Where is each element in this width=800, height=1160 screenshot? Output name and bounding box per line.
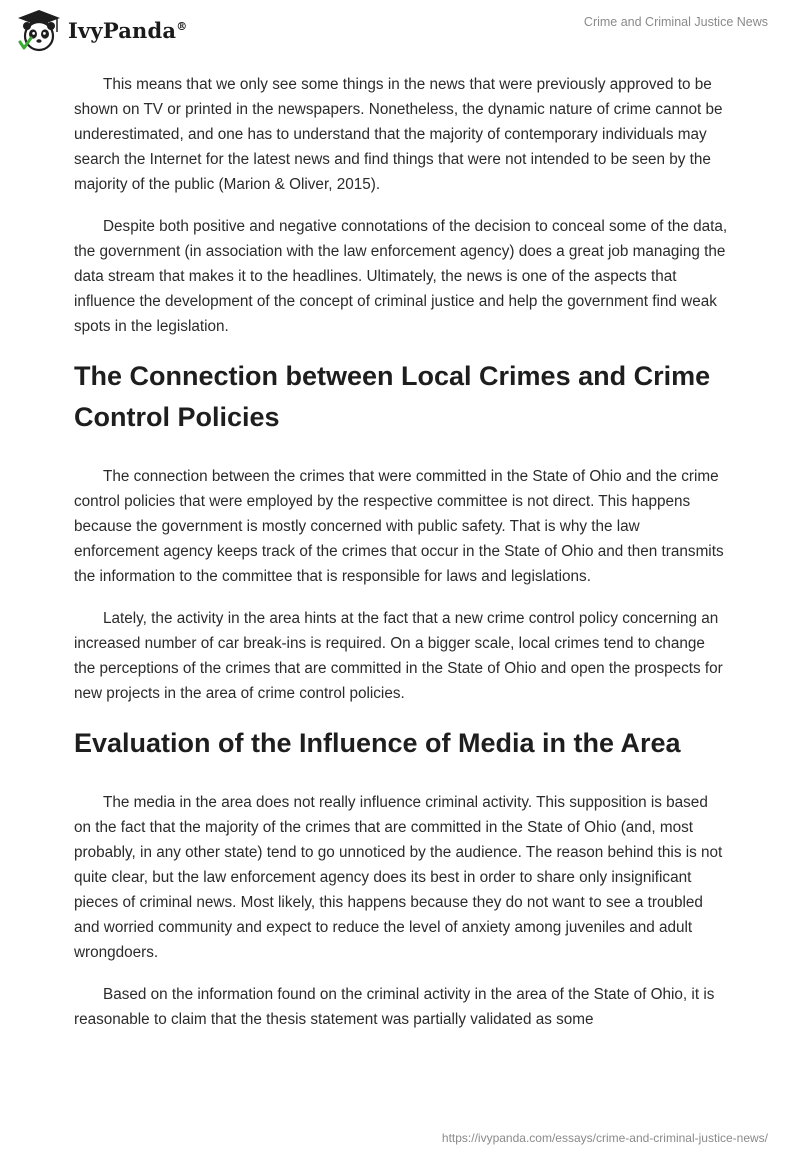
- page-header: [0, 0, 800, 60]
- brand-name: IvyPanda®: [68, 17, 188, 43]
- footer-url[interactable]: https://ivypanda.com/essays/crime-and-criminal-justice-news/: [441, 1131, 768, 1145]
- document-title: Crime and Criminal Justice News: [583, 15, 768, 29]
- brand-logo[interactable]: [16, 8, 187, 52]
- section-heading-local-crimes: The Connection between Local Crimes and Crime Control Policies: [74, 361, 711, 432]
- section-heading-media-influence: Evaluation of the Influence of Media in the Area: [74, 728, 681, 758]
- paragraph: The media in the area does not really influence criminal activity. This supposition is based on the fact that the majority of the crimes that are committed in the State of Ohio (and, most probably, in any other state) tend to go unnoticed by the audience. The reason behind this is not quite clear, but the law enforcement agency does its best in order to share only insignificant pieces of criminal news. Most likely, this happens because they do not want to see a troubled and worried community and expect to reduce the level of anxiety among juveniles and adult wrongdoers.: [74, 794, 723, 961]
- paragraph: Despite both positive and negative connotations of the decision to conceal some of the data, the government (in association with the law enforcement agency) does a great job managing the data stream that makes it to the headlines. Ultimately, the news is one of the aspects that influence the development of the concept of criminal justice and help the government find weak spots in the legislation.: [74, 218, 728, 335]
- paragraph: Based on the information found on the criminal activity in the area of the State of Ohio, it is reasonable to claim that the thesis statement was partially validated as some: [74, 986, 715, 1028]
- essay-body: [74, 72, 728, 1049]
- paragraph: Lately, the activity in the area hints at the fact that a new crime control policy concerning an increased number of car break-ins is required. On a bigger scale, local crimes tend to change the perceptions of the crimes that are committed in the State of Ohio and open the prospects for new projects in the area of crime control policies.: [74, 610, 723, 702]
- paragraph: The connection between the crimes that were committed in the State of Ohio and the crime control policies that were employed by the respective committee is not direct. This happens because the government is mostly concerned with public safety. That is why the law enforcement agency keeps track of the crimes that occur in the State of Ohio and then transmits the information to the committee that is responsible for laws and legislations.: [74, 468, 724, 585]
- panda-logo-icon: [16, 8, 62, 52]
- paragraph: This means that we only see some things in the news that were previously approved to be shown on TV or printed in the newspapers. Nonetheless, the dynamic nature of crime cannot be underestimated, and one has to understand that the majority of contemporary individuals may search the Internet for the latest news and find things that were not intended to be seen by the majority of the public (Marion & Oliver, 2015).: [74, 76, 723, 193]
